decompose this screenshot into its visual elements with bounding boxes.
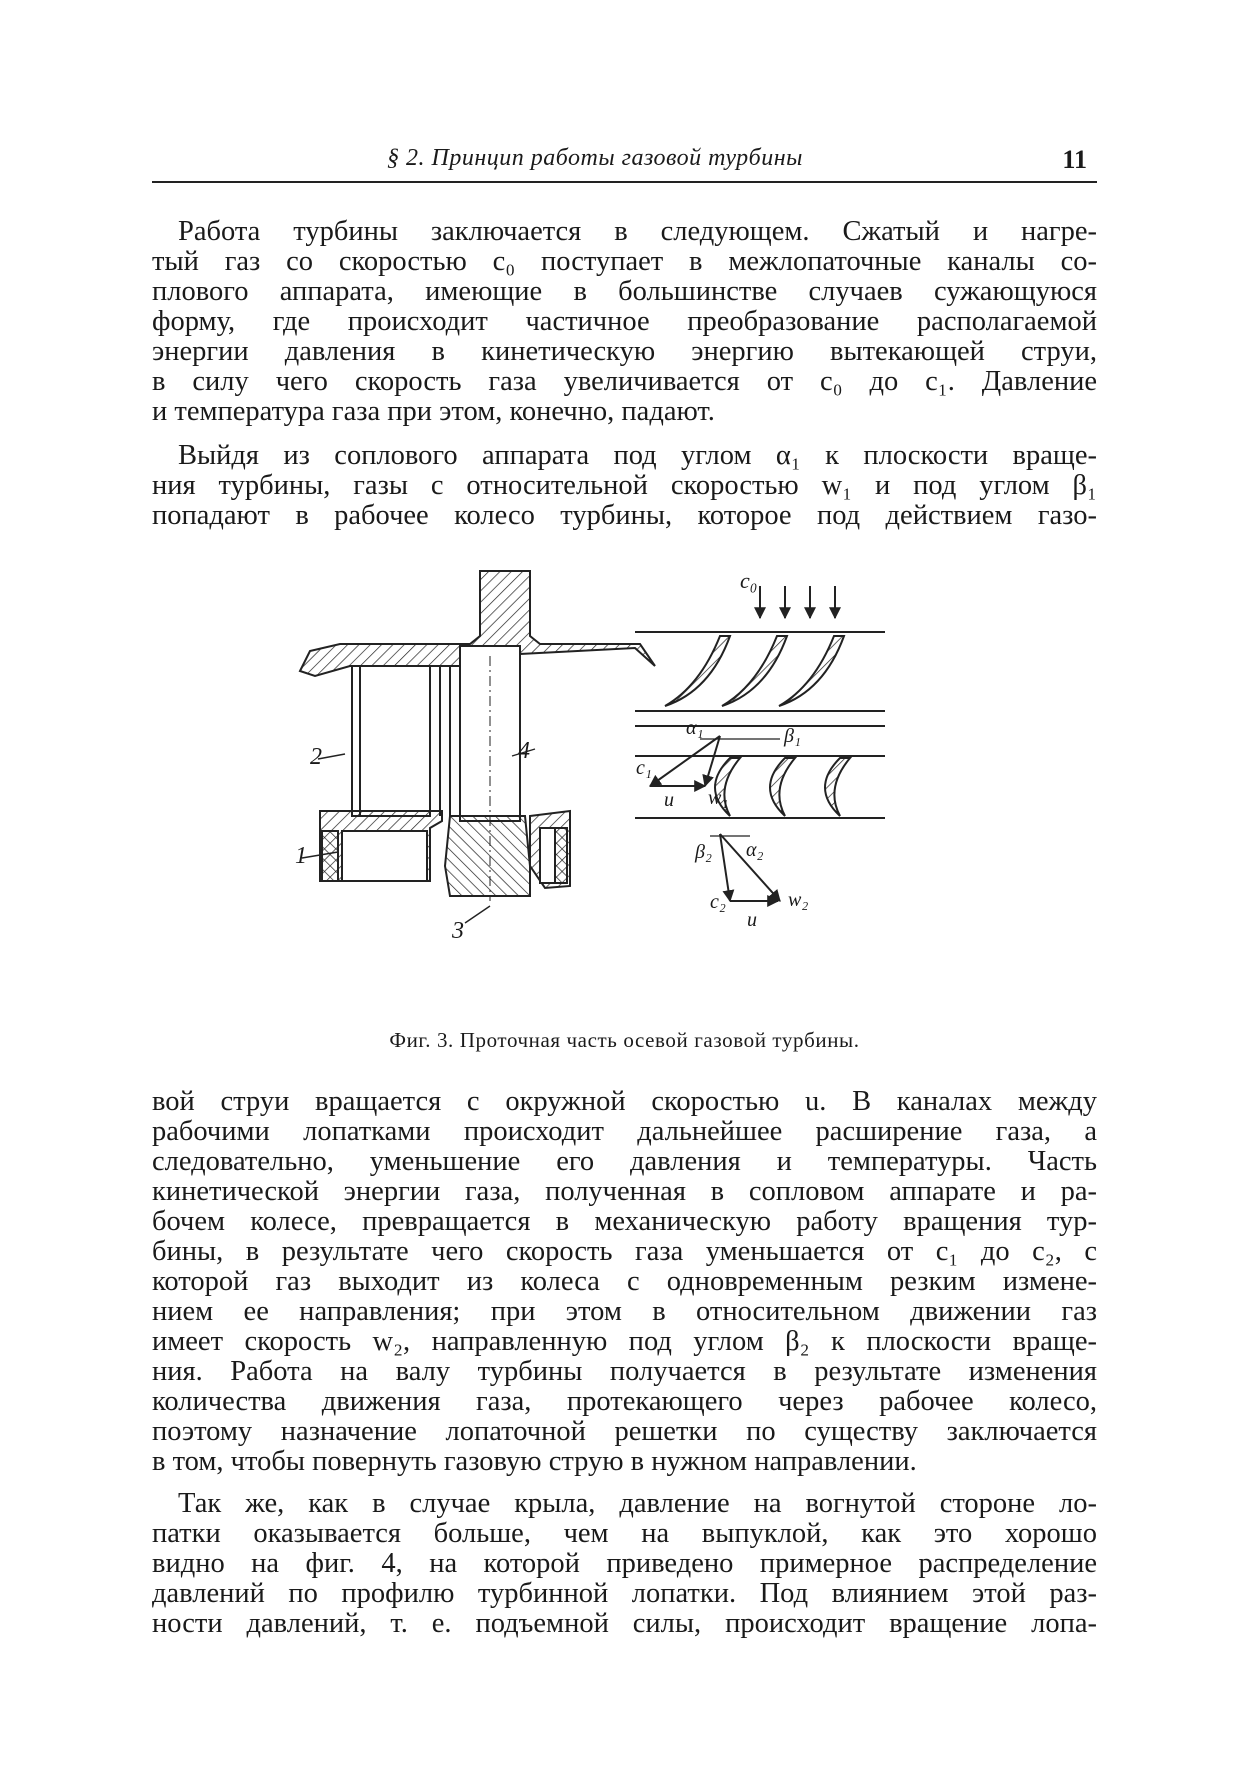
text-line: Выйдя из соплового аппарата под углом α₁ к плоскости враще- <box>178 440 1097 471</box>
turbine-figure <box>290 566 970 1006</box>
text-line: нием ее направления; при этом в относительном движении газ <box>152 1296 1097 1327</box>
label-beta2: β₂ <box>695 841 712 863</box>
text-line: давлений по профилю турбинной лопатки. Под влиянием этой раз- <box>152 1578 1097 1609</box>
page-header <box>152 145 1097 183</box>
text-line: вой струи вращается с окружной скоростью u. В каналах между <box>152 1086 1097 1117</box>
text-line: поэтому назначение лопаточной решетки по существу заключается <box>152 1416 1097 1447</box>
text-line: следовательно, уменьшение его давления и температуры. Часть <box>152 1146 1097 1177</box>
text-line: рабочими лопатками происходит дальнейшее расширение газа, а <box>152 1116 1097 1147</box>
text-line: патки оказывается больше, чем на выпуклой, как это хорошо <box>152 1518 1097 1549</box>
label-u2: u <box>747 909 757 931</box>
label-1: 1 <box>295 843 307 869</box>
figure-caption: Фиг. 3. Проточная часть осевой газовой турбины. <box>389 1028 860 1052</box>
label-3: 3 <box>452 918 464 944</box>
paragraph-2 <box>152 441 1097 531</box>
text-line: в силу чего скорость газа увеличивается от c₀ до c₁. Давление <box>152 366 1097 397</box>
label-c2: c₂ <box>710 891 726 913</box>
label-c1: c₁ <box>636 757 652 779</box>
label-u1: u <box>664 789 674 811</box>
label-2: 2 <box>310 744 322 770</box>
page-number: 11 <box>1062 145 1087 174</box>
text-line: видно на фиг. 4, на которой приведено примерное распределение <box>152 1548 1097 1579</box>
text-line: бины, в результате чего скорость газа уменьшается от c₁ до c₂, с <box>152 1236 1097 1267</box>
paragraph-4 <box>152 1489 1097 1639</box>
text-line: попадают в рабочее колесо турбины, которое под действием газо- <box>152 500 1097 531</box>
label-beta1: β₁ <box>784 725 801 747</box>
label-w2: w₂ <box>788 889 809 911</box>
text-line: бочем колесе, превращается в механическую работу вращения тур- <box>152 1206 1097 1237</box>
label-4: 4 <box>518 738 530 764</box>
text-line: ния. Работа на валу турбины получается в результате изменения <box>152 1356 1097 1387</box>
paragraph-1 <box>152 217 1097 427</box>
text-line: и температура газа при этом, конечно, падают. <box>152 396 715 427</box>
running-title: § 2. Принцип работы газовой турбины <box>387 145 803 171</box>
text-line: форму, где происходит частичное преобразование располагаемой <box>152 306 1097 337</box>
text-line: ния турбины, газы с относительной скоростью w₁ и под углом β₁ <box>152 470 1097 501</box>
label-alpha1: α₁ <box>686 717 704 739</box>
label-c0: c₀ <box>740 568 758 593</box>
text-line: количества движения газа, протекающего через рабочее колесо, <box>152 1386 1097 1417</box>
text-line: имеет скорость w₂, направленную под углом β₂ к плоскости враще- <box>152 1326 1097 1357</box>
text-line: в том, чтобы повернуть газовую струю в нужном направлении. <box>152 1446 917 1477</box>
text-line: ности давлений, т. е. подъемной силы, происходит вращение лопа- <box>152 1608 1097 1639</box>
turbine-section-drawing <box>300 571 655 923</box>
text-line: плового аппарата, имеющие в большинстве случаев сужающуюся <box>152 276 1097 307</box>
text-line: Работа турбины заключается в следующем. Сжатый и нагре- <box>178 216 1097 247</box>
text-line: Так же, как в случае крыла, давление на вогнутой стороне ло- <box>178 1488 1097 1519</box>
text-line: энергии давления в кинетическую энергию вытекающей струи, <box>152 336 1097 367</box>
label-alpha2: α₂ <box>746 839 764 861</box>
text-line: которой газ выходит из колеса с одновременным резким измене- <box>152 1266 1097 1297</box>
text-line: тый газ со скоростью c₀ поступает в межлопаточные каналы со- <box>152 246 1097 277</box>
label-w1: w₁ <box>708 787 729 809</box>
paragraph-3 <box>152 1087 1097 1477</box>
text-line: кинетической энергии газа, полученная в сопловом аппарате и ра- <box>152 1176 1097 1207</box>
